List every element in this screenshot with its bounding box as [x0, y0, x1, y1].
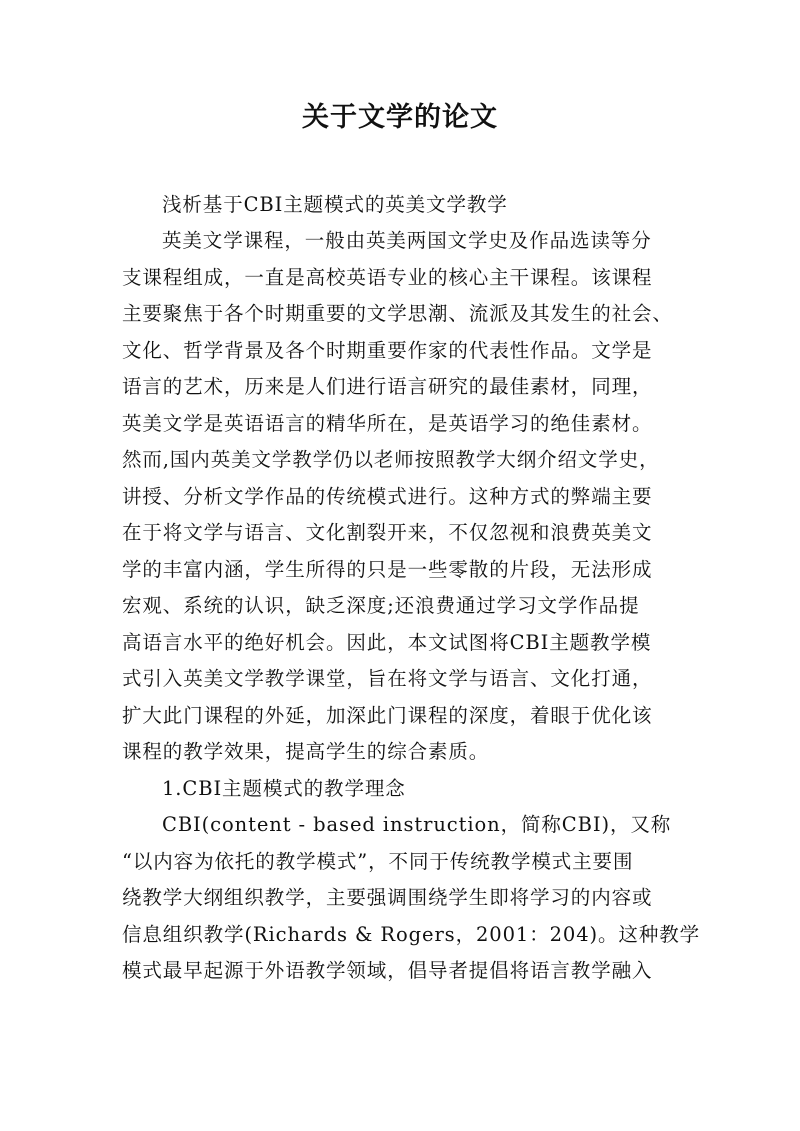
paragraph-line: 英美文学课程，一般由英美两国文学史及作品选读等分 — [162, 229, 652, 252]
paragraph-line: 学的丰富内涵，学生所得的只是一些零散的片段，无法形成 — [122, 558, 653, 581]
paragraph-line: 宏观、系统的认识，缺乏深度;还浪费通过学习文学作品提 — [122, 594, 640, 617]
document-title: 关于文学的论文 — [302, 102, 498, 133]
paragraph-line: CBI(content - based instruction，简称CBI)，又称 — [162, 813, 672, 836]
paragraph-line: 在于将文学与语言、文化割裂开来，不仅忽视和浪费英美文 — [122, 521, 653, 544]
paragraph-line: “以内容为依托的教学模式”，不同于传统教学模式主要围 — [122, 850, 634, 873]
subtitle-line: 浅析基于CBI主题模式的英美文学教学 — [162, 193, 508, 216]
paragraph-line: 模式最早起源于外语教学领域，倡导者提倡将语言教学融入 — [122, 959, 653, 982]
paragraph-line: 语言的艺术，历来是人们进行语言研究的最佳素材，同理， — [122, 375, 653, 398]
paragraph-line: 高语言水平的绝好机会。因此，本文试图将CBI主题教学模 — [122, 631, 652, 654]
paragraph-line: 然而,国内英美文学教学仍以老师按照教学大纲介绍文学史， — [122, 448, 660, 471]
paragraph-line: 主要聚焦于各个时期重要的文学思潮、流派及其发生的社会、 — [122, 302, 673, 325]
paragraph-line: 英美文学是英语语言的精华所在，是英语学习的绝佳素材。 — [122, 412, 653, 435]
section-heading: 1.CBI主题模式的教学理念 — [162, 777, 406, 800]
paragraph-line: 式引入英美文学教学课堂，旨在将文学与语言、文化打通， — [122, 667, 653, 690]
paragraph-line: 信息组织教学(Richards & Rogers，2001：204)。这种教学 — [122, 923, 701, 946]
paragraph-line: 文化、哲学背景及各个时期重要作家的代表性作品。文学是 — [122, 339, 653, 362]
paragraph-line: 支课程组成，一直是高校英语专业的核心主干课程。该课程 — [122, 266, 653, 289]
paragraph-line: 绕教学大纲组织教学，主要强调围绕学生即将学习的内容或 — [122, 886, 653, 909]
paragraph-line: 讲授、分析文学作品的传统模式进行。这种方式的弊端主要 — [122, 485, 653, 508]
paragraph-line: 扩大此门课程的外延，加深此门课程的深度，着眼于优化该 — [122, 704, 653, 727]
paragraph-line: 课程的教学效果，提高学生的综合素质。 — [122, 740, 490, 763]
